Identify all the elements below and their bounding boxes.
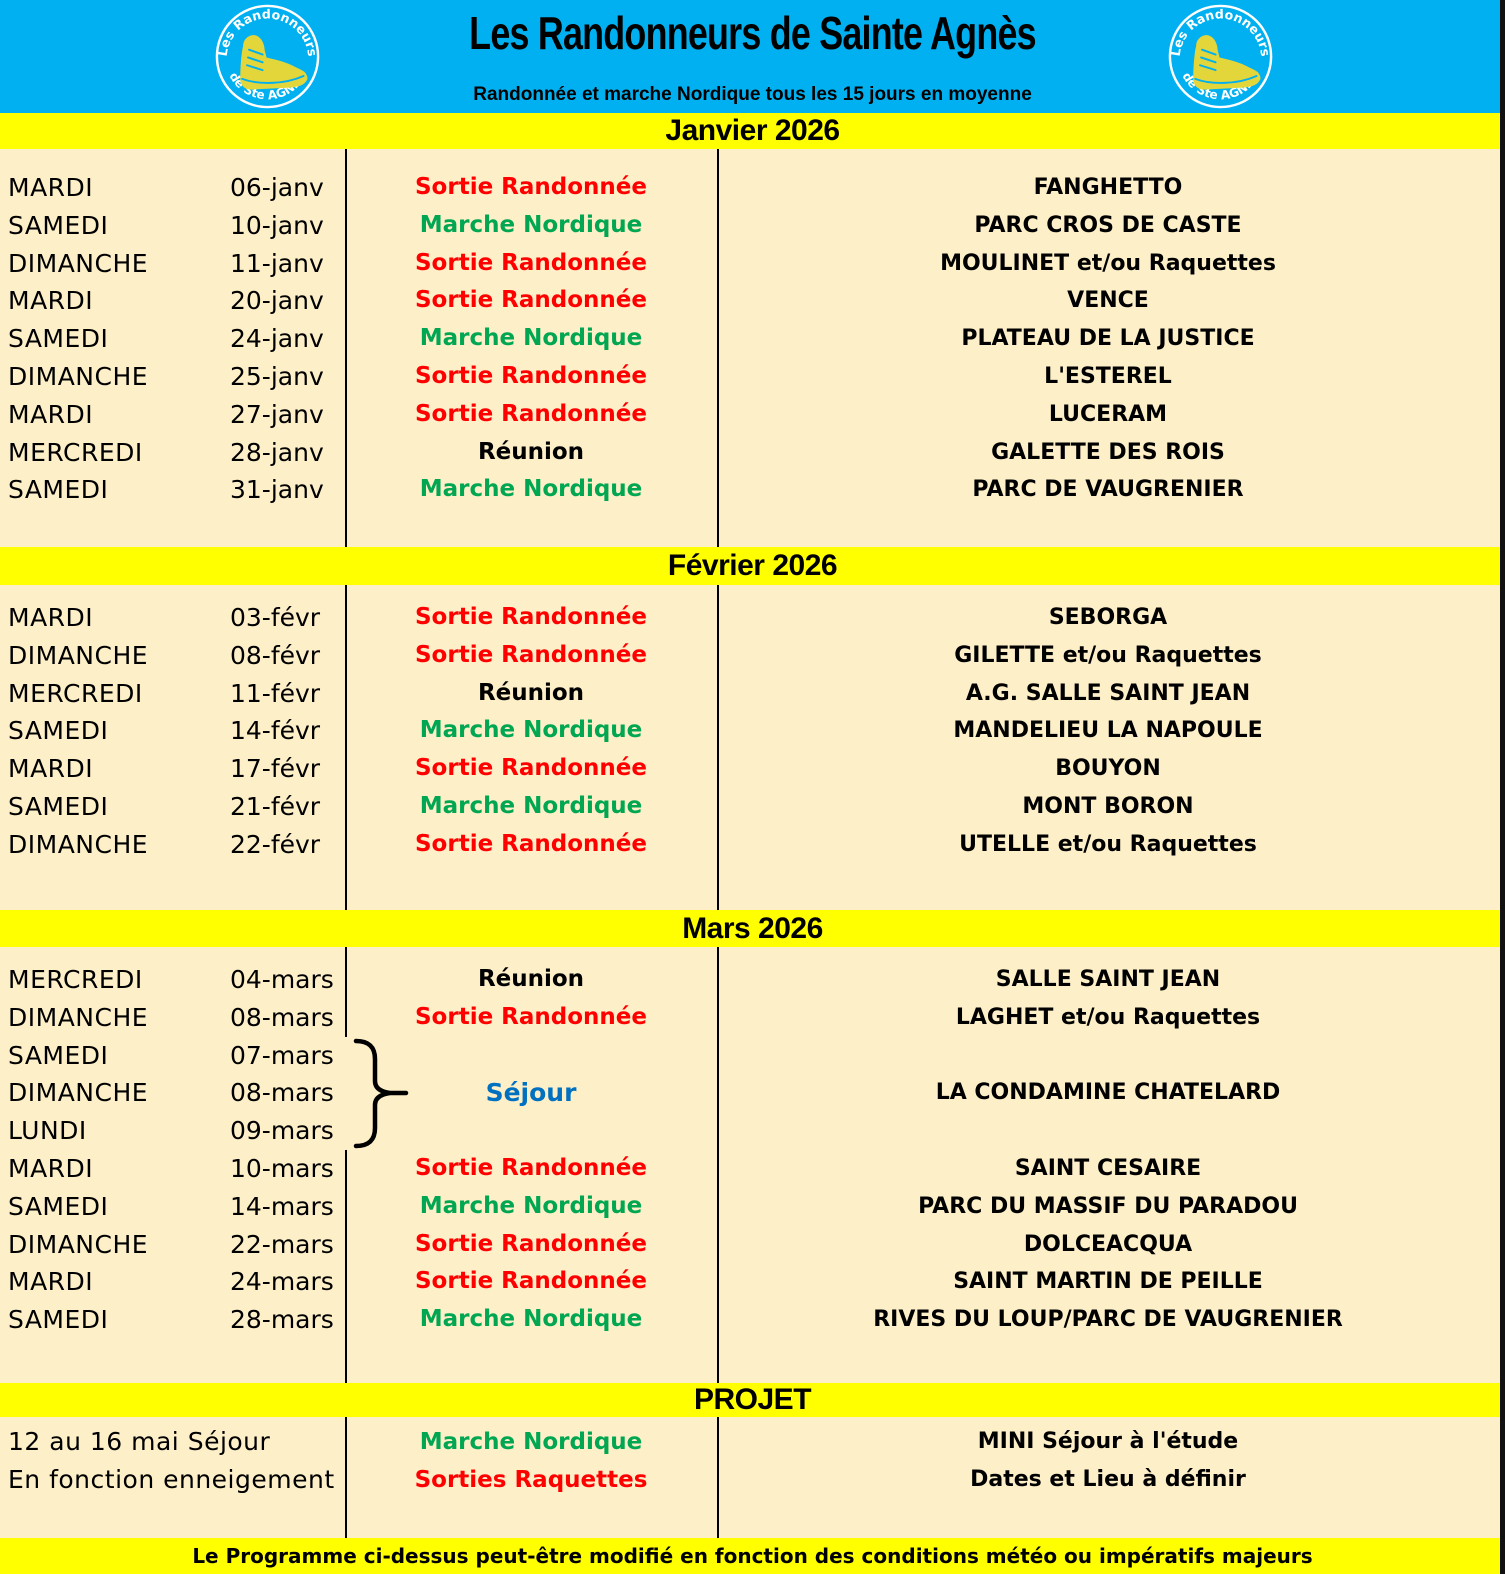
activity-cell: Marche Nordique <box>419 1192 643 1219</box>
location-cell: FANGHETTO <box>1033 175 1183 200</box>
date-cell: 11-févr <box>230 678 321 708</box>
date-cell: 25-janv <box>230 361 324 391</box>
location-cell: SALLE SAINT JEAN <box>995 967 1221 992</box>
day-cell: MERCREDI <box>8 965 143 994</box>
location-cell: MINI Séjour à l'étude <box>977 1429 1239 1454</box>
day-cell: SAMEDI <box>8 716 109 746</box>
schedule-row <box>0 999 1505 1037</box>
date-cell: 09-mars <box>230 1116 334 1146</box>
day-cell: LUNDI <box>8 1116 87 1146</box>
location-cell: MANDELIEU LA NAPOULE <box>953 718 1263 744</box>
date-cell: 22-févr <box>230 829 321 859</box>
month-band-fevrier: Février 2026 <box>0 547 1505 585</box>
section-janvier <box>0 149 1505 547</box>
schedule-row <box>0 320 1505 358</box>
activity-cell: Réunion <box>477 966 585 992</box>
activity-cell: Sortie Randonnée <box>414 604 647 630</box>
activity-cell: Sorties Raquettes <box>414 1467 648 1493</box>
schedule-row <box>0 1461 1505 1499</box>
section-fevrier <box>0 585 1505 910</box>
schedule-row <box>0 1263 1505 1301</box>
date-cell: 04-mars <box>230 965 334 994</box>
location-cell: DOLCEACQUA <box>1023 1231 1193 1257</box>
month-band-mars: Mars 2026 <box>0 910 1505 947</box>
day-cell: DIMANCHE <box>8 361 149 391</box>
schedule-row <box>0 1188 1505 1226</box>
location-cell: GILETTE et/ou Raquettes <box>954 642 1262 668</box>
date-cell: 08-févr <box>230 640 321 670</box>
schedule-row <box>0 1226 1505 1264</box>
schedule-row <box>0 1423 1505 1461</box>
activity-cell: Réunion <box>477 679 585 706</box>
activity-cell: Sortie Randonnée <box>414 400 647 427</box>
date-cell: 20-janv <box>230 286 324 316</box>
location-cell: RIVES DU LOUP/PARC DE VAUGRENIER <box>873 1307 1343 1333</box>
activity-cell: Sortie Randonnée <box>414 755 647 782</box>
day-cell: DIMANCHE <box>8 1002 149 1032</box>
day-cell: SAMEDI <box>8 1305 109 1335</box>
date-cell: 17-févr <box>230 754 321 784</box>
day-cell: MARDI <box>8 173 94 202</box>
location-cell: LUCERAM <box>1048 401 1168 427</box>
activity-cell: Marche Nordique <box>419 1429 643 1455</box>
sejour-brace-icon <box>344 1036 412 1152</box>
month-band-janvier: Janvier 2026 <box>0 113 1505 149</box>
date-cell: 27-janv <box>230 399 324 429</box>
schedule-row <box>0 434 1505 472</box>
section-mars <box>0 947 1505 1383</box>
day-cell: DIMANCHE <box>8 640 149 670</box>
date-cell: 24-mars <box>230 1267 334 1297</box>
day-cell: SAMEDI <box>8 324 109 354</box>
schedule-row <box>0 1074 1505 1112</box>
schedule-row <box>0 599 1505 637</box>
day-cell: MARDI <box>8 1267 94 1297</box>
location-cell <box>717 1037 1505 1075</box>
schedule-row <box>0 1112 1505 1150</box>
activity-cell: Sortie Randonnée <box>414 830 647 857</box>
activity-cell: Réunion <box>477 438 585 465</box>
day-cell: MARDI <box>8 286 94 316</box>
activity-cell: Sortie Randonnée <box>414 1003 647 1030</box>
date-cell: 10-mars <box>230 1153 334 1183</box>
date-cell: 14-mars <box>230 1191 334 1221</box>
page-subtitle: Randonnée et marche Nordique tous les 15 jours en moyenne <box>473 84 1032 105</box>
location-cell: UTELLE et/ou Raquettes <box>959 831 1257 857</box>
schedule-row <box>0 207 1505 245</box>
day-cell: 12 au 16 mai Séjour <box>8 1427 271 1456</box>
day-cell: SAMEDI <box>8 1040 109 1070</box>
club-logo-right <box>1167 3 1274 110</box>
location-cell: PARC DU MASSIF DU PARADOU <box>918 1193 1298 1219</box>
schedule-row <box>0 712 1505 750</box>
date-cell: 21-févr <box>230 791 321 821</box>
activity-cell: Sortie Randonnée <box>414 249 647 276</box>
schedule-row <box>0 1301 1505 1339</box>
schedule-row <box>0 750 1505 788</box>
date-cell: 11-janv <box>230 248 324 278</box>
day-cell: SAMEDI <box>8 210 109 240</box>
schedule-row <box>0 1037 1505 1075</box>
day-cell: MERCREDI <box>8 437 143 467</box>
location-cell: SEBORGA <box>1048 605 1168 630</box>
activity-cell: Séjour <box>485 1078 577 1108</box>
schedule-row <box>0 282 1505 320</box>
date-cell: 08-mars <box>230 1078 334 1108</box>
day-cell: MARDI <box>8 399 94 429</box>
page-title: Les Randonneurs de Sainte Agnès <box>469 7 1036 59</box>
activity-cell: Sortie Randonnée <box>414 174 647 200</box>
schedule-row <box>0 788 1505 826</box>
day-cell: DIMANCHE <box>8 1229 149 1259</box>
location-cell: L'ESTEREL <box>1044 363 1172 389</box>
page-right-border <box>1500 0 1505 1574</box>
day-cell: SAMEDI <box>8 791 109 821</box>
schedule-row <box>0 396 1505 434</box>
location-cell: GALETTE DES ROIS <box>991 439 1225 465</box>
location-cell <box>717 1112 1505 1150</box>
location-cell: PLATEAU DE LA JUSTICE <box>961 326 1255 352</box>
schedule-row <box>0 961 1505 999</box>
day-cell: DIMANCHE <box>8 1078 149 1108</box>
location-cell: SAINT MARTIN DE PEILLE <box>953 1269 1263 1295</box>
date-cell: 03-févr <box>230 603 321 632</box>
day-cell: DIMANCHE <box>8 829 149 859</box>
date-cell: 28-janv <box>230 437 324 467</box>
day-cell: MARDI <box>8 754 94 784</box>
schedule-row <box>0 169 1505 207</box>
date-cell <box>230 1423 345 1461</box>
location-cell: PARC DE VAUGRENIER <box>972 477 1244 503</box>
location-cell: Dates et Lieu à définir <box>970 1467 1246 1492</box>
location-cell: BOUYON <box>1055 756 1161 782</box>
location-cell: LAGHET et/ou Raquettes <box>955 1004 1261 1030</box>
schedule-row <box>0 637 1505 675</box>
activity-cell: Marche Nordique <box>419 792 643 819</box>
date-cell: 22-mars <box>230 1229 334 1259</box>
date-cell: 28-mars <box>230 1305 334 1335</box>
activity-cell: Sortie Randonnée <box>414 1230 647 1257</box>
day-cell: DIMANCHE <box>8 248 149 278</box>
schedule-row <box>0 1150 1505 1188</box>
date-cell: 07-mars <box>230 1040 334 1070</box>
footer-note: Le Programme ci-dessus peut-être modifié en fonction des conditions météo ou impératifs majeurs <box>0 1538 1505 1574</box>
location-cell: SAINT CESAIRE <box>1014 1155 1202 1181</box>
section-band-projet: PROJET <box>0 1383 1505 1417</box>
location-cell: MOULINET et/ou Raquettes <box>940 250 1276 276</box>
date-cell <box>230 1461 345 1499</box>
day-cell: MARDI <box>8 603 94 632</box>
activity-cell: Sortie Randonnée <box>414 362 647 389</box>
day-cell: En fonction enneigement <box>8 1465 335 1494</box>
section-projet <box>0 1417 1505 1538</box>
date-cell: 06-janv <box>230 173 324 202</box>
activity-cell: Marche Nordique <box>419 717 643 744</box>
activity-cell: Marche Nordique <box>419 211 643 238</box>
date-cell: 10-janv <box>230 210 324 240</box>
activity-cell: Marche Nordique <box>419 325 643 352</box>
day-cell: MERCREDI <box>8 678 143 708</box>
location-cell: VENCE <box>1067 288 1149 314</box>
schedule-row <box>0 675 1505 713</box>
day-cell: MARDI <box>8 1153 94 1183</box>
activity-cell: Sortie Randonnée <box>414 287 647 314</box>
date-cell: 14-févr <box>230 716 321 746</box>
schedule-row <box>0 358 1505 396</box>
activity-cell: Sortie Randonnée <box>414 641 647 668</box>
schedule-row <box>0 471 1505 509</box>
date-cell: 24-janv <box>230 324 324 354</box>
day-cell: SAMEDI <box>8 475 109 505</box>
location-cell: PARC CROS DE CASTE <box>974 212 1242 238</box>
activity-cell: Sortie Randonnée <box>414 1154 647 1181</box>
header <box>0 0 1505 113</box>
location-cell: MONT BORON <box>1022 793 1194 819</box>
activity-cell: Marche Nordique <box>419 476 643 503</box>
activity-cell: Sortie Randonnée <box>414 1268 647 1295</box>
location-cell: A.G. SALLE SAINT JEAN <box>965 680 1251 706</box>
date-cell: 31-janv <box>230 475 324 505</box>
activity-cell: Marche Nordique <box>419 1306 643 1333</box>
location-cell: LA CONDAMINE CHATELARD <box>935 1080 1281 1106</box>
schedule-row <box>0 826 1505 864</box>
day-cell: SAMEDI <box>8 1191 109 1221</box>
date-cell: 08-mars <box>230 1002 334 1032</box>
schedule-row <box>0 245 1505 283</box>
